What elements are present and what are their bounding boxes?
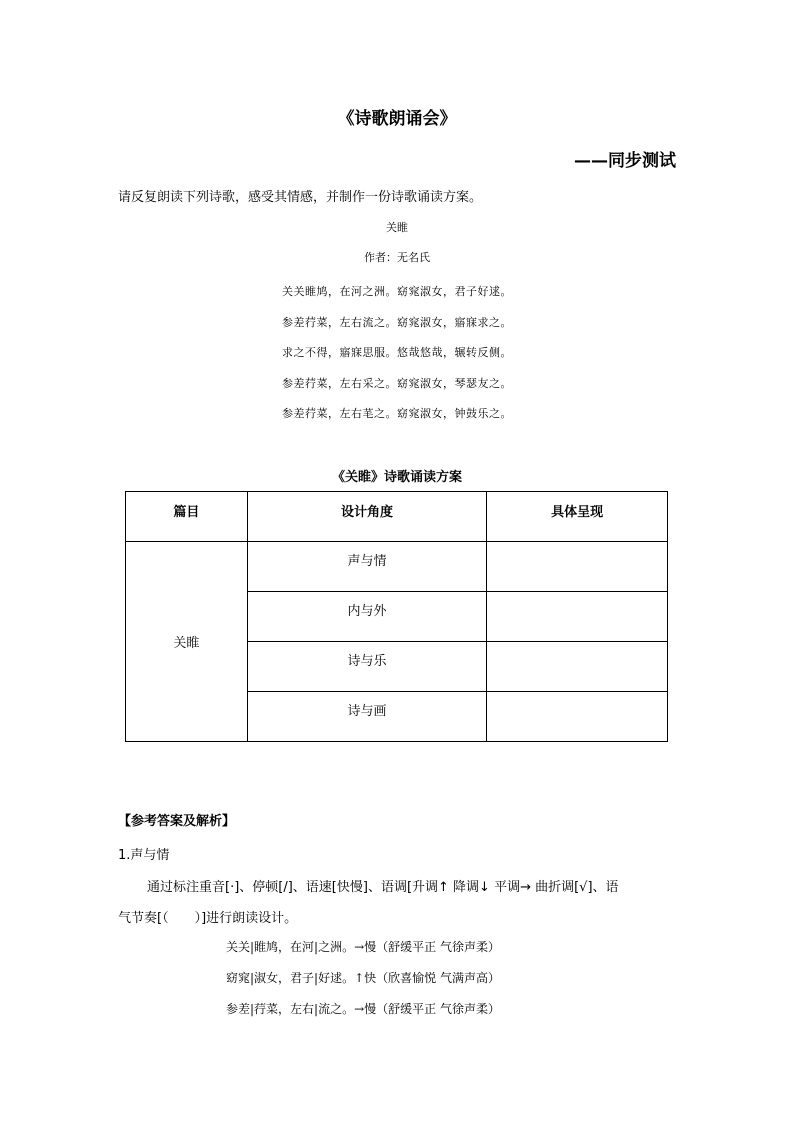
angle-cell: 声与情	[247, 542, 487, 592]
piece-cell: 关睢	[126, 542, 248, 742]
poem-line: 参差荇菜，左右采之。窈窕淑女，琴瑟友之。	[282, 377, 512, 390]
instruction-text: 请反复朗读下列诗歌，感受其情感，并制作一份诗歌诵读方案。	[118, 190, 483, 205]
presentation-cell	[487, 642, 668, 692]
answers-heading: 【参考答案及解析】	[118, 814, 236, 829]
example-line: 窈窕|淑女，君子|好逑。↑快（欣喜愉悦 气满声高）	[226, 971, 500, 985]
poem-line: 参差荇菜，左右流之。窈窕淑女，寤寐求之。	[282, 316, 512, 329]
presentation-cell	[487, 692, 668, 742]
example-line: 参差|荇菜，左右|流之。→慢（舒缓平正 气徐声柔）	[226, 1002, 500, 1016]
recitation-plan-table	[125, 491, 668, 742]
poem-line: 求之不得，寤寐思服。悠哉悠哉，辗转反侧。	[282, 346, 512, 359]
header-piece: 篇目	[126, 492, 248, 542]
poem-title: 关睢	[386, 221, 408, 234]
table-row	[126, 542, 668, 592]
page-subtitle: ——同步测试	[574, 151, 676, 171]
angle-cell: 诗与乐	[247, 642, 487, 692]
example-line: 关关|睢鸠，在河|之洲。→慢（舒缓平正 气徐声柔）	[226, 940, 500, 954]
answer-paragraph-line: 气节奏[（ ）]进行朗读设计。	[118, 911, 298, 926]
answer-paragraph-line: 通过标注重音[·]、停顿[/]、语速[快慢]、语调[升调↑ 降调↓ 平调→ 曲折调[√]、语	[147, 880, 619, 895]
angle-cell: 内与外	[247, 592, 487, 642]
header-design-angle: 设计角度	[247, 492, 487, 542]
poem-author: 作者：无名氏	[364, 251, 430, 264]
presentation-cell	[487, 592, 668, 642]
answer-item-label: 1.声与情	[118, 848, 170, 863]
poem-line: 参差荇菜，左右芼之。窈窕淑女，钟鼓乐之。	[282, 407, 512, 420]
presentation-cell	[487, 542, 668, 592]
poem-line: 关关睢鸠，在河之洲。窈窕淑女，君子好逑。	[282, 285, 512, 298]
table-header-row	[126, 492, 668, 542]
header-presentation: 具体呈现	[487, 492, 668, 542]
page-title: 《诗歌朗诵会》	[337, 109, 457, 129]
angle-cell: 诗与画	[247, 692, 487, 742]
table-title: 《关睢》诗歌诵读方案	[331, 470, 462, 485]
